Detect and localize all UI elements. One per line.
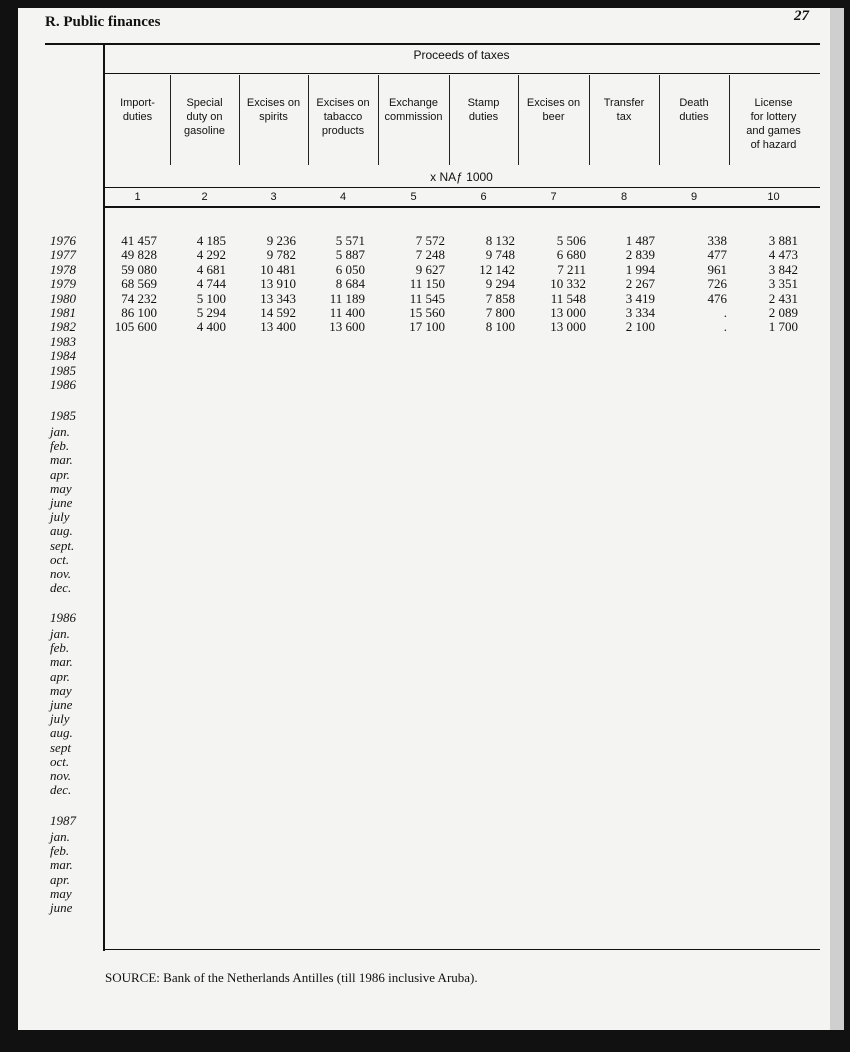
column-header: Exchange commission (384, 97, 443, 123)
row-month: apr. (50, 871, 70, 887)
row-month: nov. (50, 768, 72, 783)
column-header: Death duties (679, 97, 709, 123)
page (18, 8, 830, 1030)
table-cell: 2 267 (625, 276, 655, 292)
page-number: 27 (794, 8, 809, 24)
table-cell: 726 (707, 276, 727, 292)
table-cell: 59 080 (121, 261, 157, 277)
table-cell: 7 211 (557, 261, 586, 277)
column-number: 6 (480, 191, 487, 203)
table-cell: 5 887 (335, 247, 365, 263)
table-cell: 7 858 (485, 290, 515, 306)
column-number: 9 (690, 191, 698, 203)
table-cell: 9 294 (485, 276, 515, 292)
unit-label: x NAƒ 1000 (430, 170, 493, 184)
top-rule (45, 43, 820, 45)
table-cell: 476 (707, 290, 727, 306)
table-cell: 2 839 (625, 247, 655, 263)
column-header: Excises on beer (526, 97, 581, 123)
row-month: jan. (50, 829, 70, 844)
table-cell: 3 351 (768, 276, 798, 292)
table-cell: 3 881 (768, 233, 798, 248)
table-cell: 2 431 (768, 290, 798, 306)
table-cell: 8 100 (485, 319, 515, 335)
table-cell: 4 744 (196, 276, 226, 292)
table-cell: 9 782 (266, 247, 296, 263)
table-cell: 10 332 (550, 276, 586, 292)
table-cell: 4 473 (768, 247, 798, 263)
table-cell: 17 100 (409, 319, 445, 335)
column-number: 8 (620, 191, 628, 203)
row-month: oct. (50, 551, 70, 567)
table-cell: 5 294 (196, 305, 226, 320)
row-month: nov. (50, 566, 72, 581)
table-cell: 1 994 (625, 261, 655, 277)
group-header: Proceeds of taxes (413, 48, 510, 62)
row-year: 1984 (50, 348, 76, 364)
table-cell: 15 560 (409, 305, 445, 320)
column-number-rule (105, 206, 820, 208)
block-year: 1986 (50, 610, 76, 625)
table-cell: 5 100 (196, 290, 226, 306)
row-month: jan. (50, 626, 70, 641)
table-cell: 13 000 (550, 319, 586, 335)
row-month: sept (50, 739, 71, 755)
column-number: 10 (767, 191, 780, 203)
row-month: may (50, 885, 72, 901)
table-cell: 14 592 (260, 305, 296, 320)
section-title: R. Public finances (45, 14, 161, 30)
table-cell: 13 600 (329, 319, 365, 335)
row-year: 1976 (50, 233, 76, 248)
table-cell: 11 545 (409, 290, 445, 306)
row-year: 1981 (50, 305, 76, 320)
table-cell: 477 (707, 247, 727, 263)
table-cell: 4 185 (196, 233, 226, 248)
table-cell: 86 100 (121, 305, 157, 320)
row-month: june (50, 697, 73, 712)
row-month: june (50, 900, 73, 915)
row-month: mar. (50, 654, 73, 670)
table-cell: 5 506 (556, 233, 586, 248)
table-cell: 3 334 (625, 305, 655, 320)
table-cell: 961 (707, 261, 727, 277)
row-month: dec. (50, 580, 72, 596)
table-cell: 3 842 (768, 261, 798, 277)
row-year: 1985 (50, 362, 76, 378)
table-cell: 4 292 (196, 247, 226, 263)
table-cell: 41 457 (121, 233, 157, 248)
row-month: jan. (50, 424, 70, 439)
table-cell: 13 910 (260, 276, 296, 292)
table-cell: 9 748 (485, 247, 515, 263)
table-cell: 13 000 (550, 305, 586, 320)
table-cell: 9 627 (415, 261, 445, 277)
column-number: 3 (270, 191, 277, 203)
column-header: Special duty on gasoline (184, 97, 225, 137)
column-number: 1 (134, 191, 141, 203)
column-number: 2 (201, 191, 208, 203)
table-cell: 74 232 (121, 290, 157, 306)
row-month: feb. (50, 843, 70, 859)
row-month: dec. (50, 782, 72, 798)
header-rule (105, 73, 820, 74)
column-number: 4 (339, 191, 347, 203)
column-number: 7 (550, 191, 557, 203)
row-year: 1979 (50, 276, 76, 292)
row-month: may (50, 682, 72, 698)
row-month: feb. (50, 438, 70, 454)
column-header: Transfer tax (603, 97, 645, 123)
column-header: Import- duties (120, 97, 155, 123)
table-cell: 11 548 (550, 290, 586, 306)
table-cell: 7 800 (485, 305, 515, 320)
row-month: apr. (50, 466, 70, 482)
table-cell: 11 150 (409, 276, 445, 292)
row-month: mar. (50, 452, 73, 468)
column-number: 5 (410, 191, 417, 203)
row-year: 1977 (50, 247, 76, 263)
page-edge (830, 8, 844, 1030)
source-note: SOURCE: Bank of the Netherlands Antilles (till 1986 inclusive Aruba). (105, 970, 478, 985)
table-cell: 2 089 (768, 305, 798, 320)
table-cell: . (723, 319, 727, 335)
row-year: 1978 (50, 261, 76, 277)
table-cell: 6 680 (556, 247, 586, 263)
row-year: 1986 (50, 377, 76, 392)
column-header: Stamp duties (467, 97, 500, 123)
row-month: july (50, 711, 70, 727)
table-cell: 8 132 (485, 233, 515, 248)
table-cell: 11 189 (329, 290, 365, 306)
table-cell: 4 681 (196, 261, 226, 277)
row-month: aug. (50, 523, 73, 539)
table-cell: 68 569 (121, 276, 157, 292)
column-header: Excises on spirits (246, 97, 301, 123)
row-month: july (50, 509, 70, 525)
unit-rule (105, 187, 820, 188)
row-month: apr. (50, 668, 70, 684)
table-cell: 49 828 (121, 247, 157, 263)
table-cell: 12 142 (479, 261, 515, 277)
row-month: oct. (50, 753, 70, 769)
table-cell: 10 481 (260, 261, 296, 277)
table-cell: 5 571 (335, 233, 365, 248)
table-cell: . (723, 305, 727, 320)
table-cell: 2 100 (625, 319, 655, 335)
table-cell: 7 248 (415, 247, 445, 263)
row-month: june (50, 495, 73, 510)
table-cell: 3 419 (625, 290, 655, 306)
table-cell: 13 343 (260, 290, 296, 306)
table-cell: 4 400 (196, 319, 226, 335)
table-cell: 9 236 (266, 233, 296, 248)
table-cell: 7 572 (415, 233, 445, 248)
row-month: feb. (50, 640, 70, 656)
table-cell: 13 400 (260, 319, 296, 335)
bottom-rule (105, 949, 820, 950)
block-year: 1985 (50, 408, 76, 423)
row-year: 1980 (50, 290, 76, 306)
table-cell: 338 (707, 233, 727, 248)
block-year: 1987 (50, 813, 76, 828)
table-cell: 1 700 (768, 319, 798, 335)
row-month: sept. (50, 537, 75, 553)
column-header: License for lottery and games of hazard (746, 97, 801, 151)
table-cell: 105 600 (114, 319, 157, 335)
table-cell: 11 400 (329, 305, 365, 320)
row-month: mar. (50, 857, 73, 873)
column-header: Excises on tabacco products (316, 97, 370, 137)
table-cell: 6 050 (335, 261, 365, 277)
table-cell: 8 684 (335, 276, 365, 292)
table-cell: 1 487 (625, 233, 655, 248)
row-year: 1982 (50, 319, 76, 335)
row-year: 1983 (50, 333, 76, 349)
row-month: aug. (50, 725, 73, 741)
row-month: may (50, 480, 72, 496)
